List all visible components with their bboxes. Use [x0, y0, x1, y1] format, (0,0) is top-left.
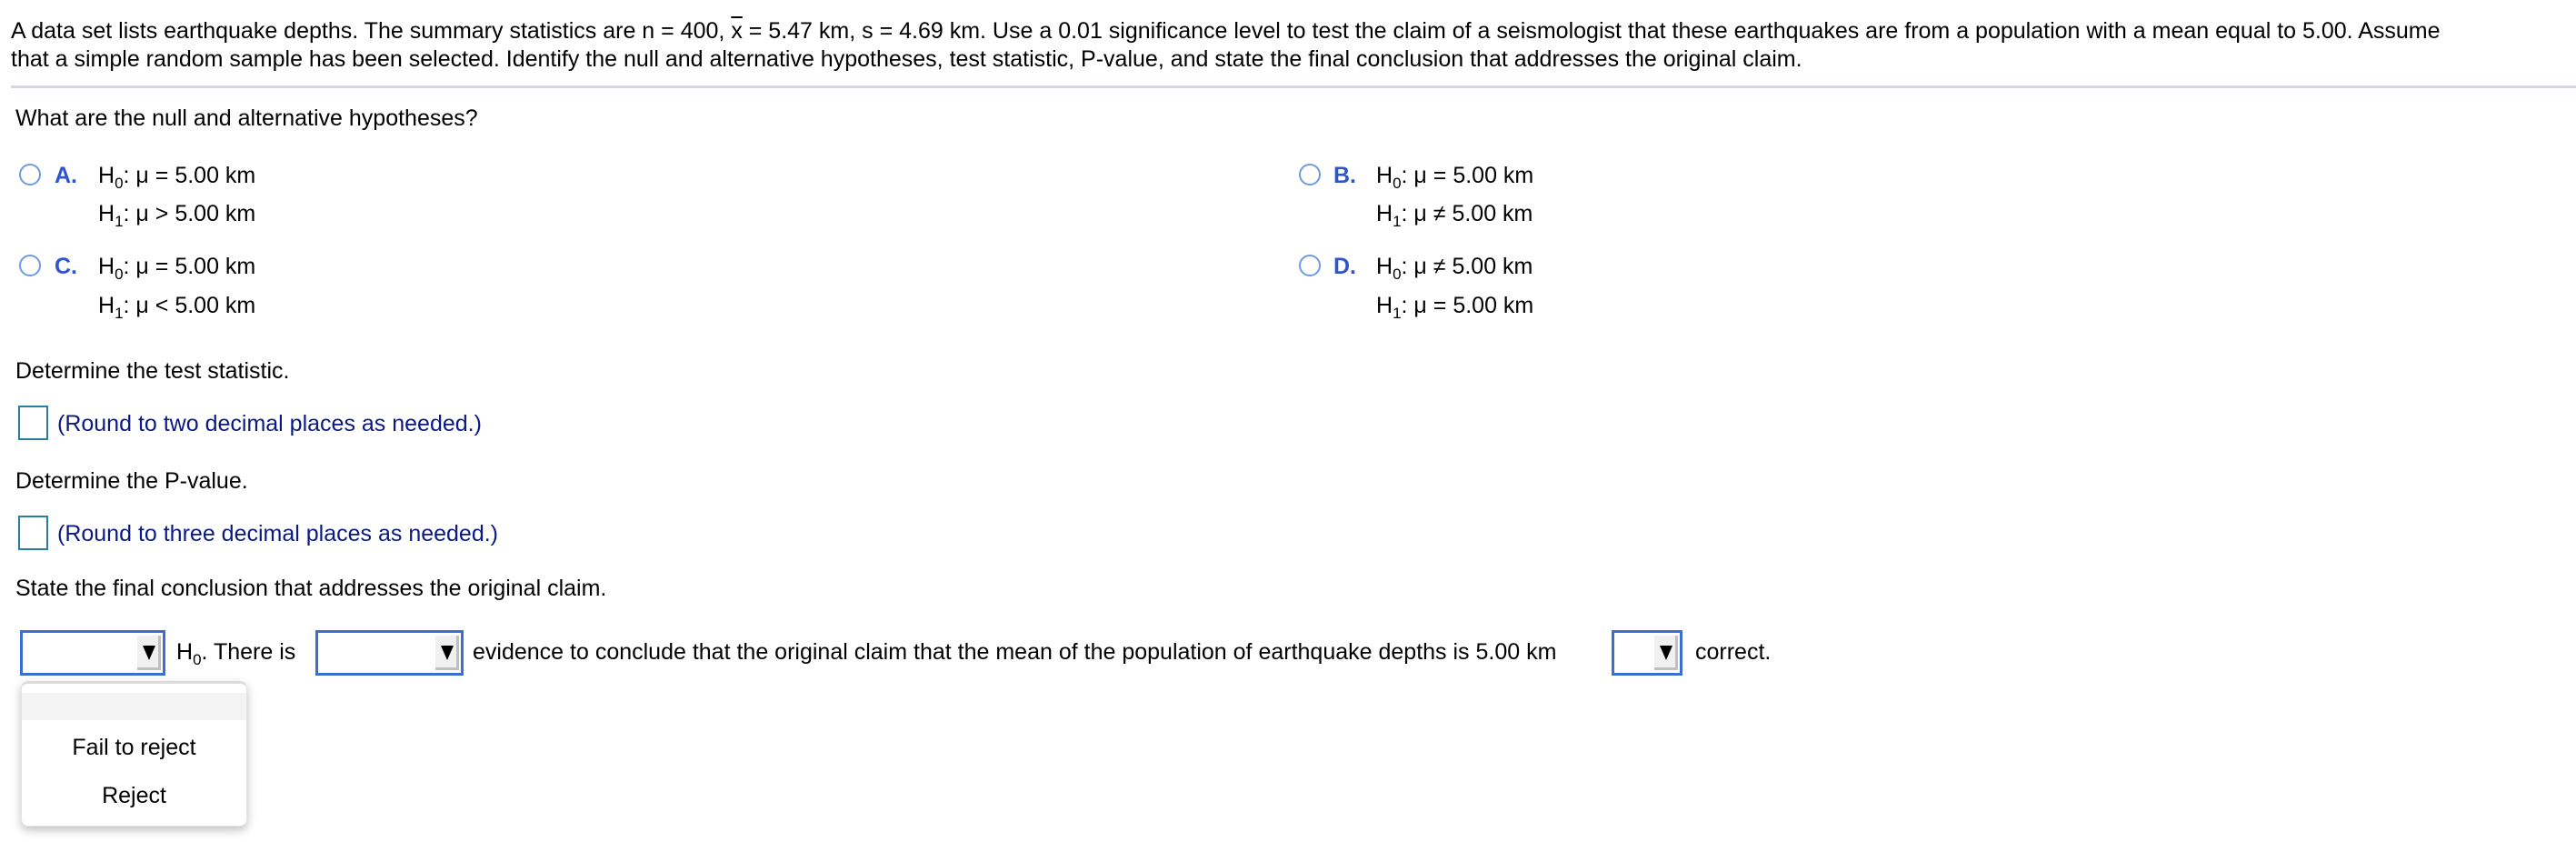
conclusion-text: . There is [201, 639, 296, 665]
h-symbol: H [98, 254, 115, 279]
option-letter: D. [1333, 254, 1356, 279]
alt-hypothesis [1376, 201, 1533, 230]
menu-item-fail-to-reject[interactable]: Fail to reject [72, 735, 196, 760]
h1-text: : μ < 5.00 km [123, 293, 256, 318]
option-letter: C. [55, 254, 77, 279]
alt-hypothesis [98, 293, 256, 322]
h-symbol: H [176, 639, 194, 665]
h1-text: : μ > 5.00 km [123, 201, 256, 226]
null-hypothesis [1376, 254, 1533, 283]
subscript: 1 [115, 213, 124, 230]
question-text: A data set lists earthquake depths. The summary statistics are n = 400, [11, 18, 732, 44]
null-hypothesis [98, 254, 256, 283]
menu-item-reject[interactable]: Reject [102, 783, 166, 808]
test-statistic-prompt: Determine the test statistic. [15, 358, 290, 384]
radio-option-d[interactable] [1299, 255, 1321, 276]
question-line-2: that a simple random sample has been selected. Identify the null and alternative hypotheses, test statistic, P-value, and state the final conclusion that addresses the original claim. [11, 46, 1802, 72]
h-symbol: H [1376, 293, 1393, 318]
option-letter: B. [1333, 163, 1356, 188]
conclusion-prompt: State the final conclusion that addresses the original claim. [15, 576, 607, 601]
h-symbol: H [1376, 163, 1393, 188]
subscript: 0 [115, 175, 124, 192]
h-symbol: H [98, 293, 115, 318]
dropdown-arrow-icon[interactable] [1654, 636, 1678, 670]
dropdown-arrow-icon[interactable] [137, 636, 161, 670]
evidence-dropdown[interactable] [315, 630, 464, 676]
subscript: 1 [115, 305, 124, 322]
menu-item-blank[interactable] [22, 693, 246, 720]
h-symbol: H [1376, 201, 1393, 226]
subscript: 1 [1393, 305, 1402, 322]
h1-text: : μ = 5.00 km [1401, 293, 1534, 318]
divider [11, 85, 2576, 88]
h0-text: : μ = 5.00 km [1401, 163, 1534, 188]
dropdown-arrow-icon[interactable] [435, 636, 459, 670]
claim-dropdown[interactable] [1612, 630, 1682, 676]
rounding-hint: (Round to three decimal places as needed.) [57, 521, 499, 546]
decision-dropdown[interactable] [20, 630, 165, 676]
option-letter: A. [55, 163, 77, 188]
subscript: 0 [115, 266, 124, 283]
rounding-hint: (Round to two decimal places as needed.) [57, 411, 482, 436]
subscript: 0 [1393, 175, 1402, 192]
h-symbol: H [1376, 254, 1393, 279]
h1-text: : μ ≠ 5.00 km [1401, 201, 1533, 226]
subscript: 1 [1393, 213, 1402, 230]
conclusion-text: evidence to conclude that the original claim that the mean of the population of earthquake depths is 5.00 km [473, 639, 1557, 665]
x-bar-symbol: $\overline{x}$ [731, 18, 743, 44]
subscript: 0 [193, 651, 202, 668]
question-line-1 [11, 20, 2441, 43]
p-value-input[interactable] [18, 516, 48, 550]
h-symbol: H [98, 163, 115, 188]
decision-dropdown-menu [21, 681, 247, 827]
alt-hypothesis [98, 201, 256, 230]
null-hypothesis [1376, 163, 1534, 192]
p-value-prompt: Determine the P-value. [15, 468, 248, 494]
h0-label [176, 639, 296, 668]
h0-text: : μ = 5.00 km [123, 163, 256, 188]
h0-text: : μ = 5.00 km [123, 254, 256, 279]
radio-option-c[interactable] [19, 255, 41, 276]
h0-text: : μ ≠ 5.00 km [1401, 254, 1533, 279]
question-text: = 5.47 km, s = 4.69 km. Use a 0.01 significance level to test the claim of a seismologist that these earthquakes are from a population with a mean equal to 5.00. Assume [742, 18, 2441, 44]
radio-option-b[interactable] [1299, 164, 1321, 185]
conclusion-end-text: correct. [1695, 639, 1772, 665]
radio-option-a[interactable] [19, 164, 41, 185]
h-symbol: H [98, 201, 115, 226]
subscript: 0 [1393, 266, 1402, 283]
test-statistic-input[interactable] [18, 406, 48, 440]
alt-hypothesis [1376, 293, 1534, 322]
null-hypothesis [98, 163, 256, 192]
hypotheses-prompt: What are the null and alternative hypotheses? [15, 105, 478, 131]
